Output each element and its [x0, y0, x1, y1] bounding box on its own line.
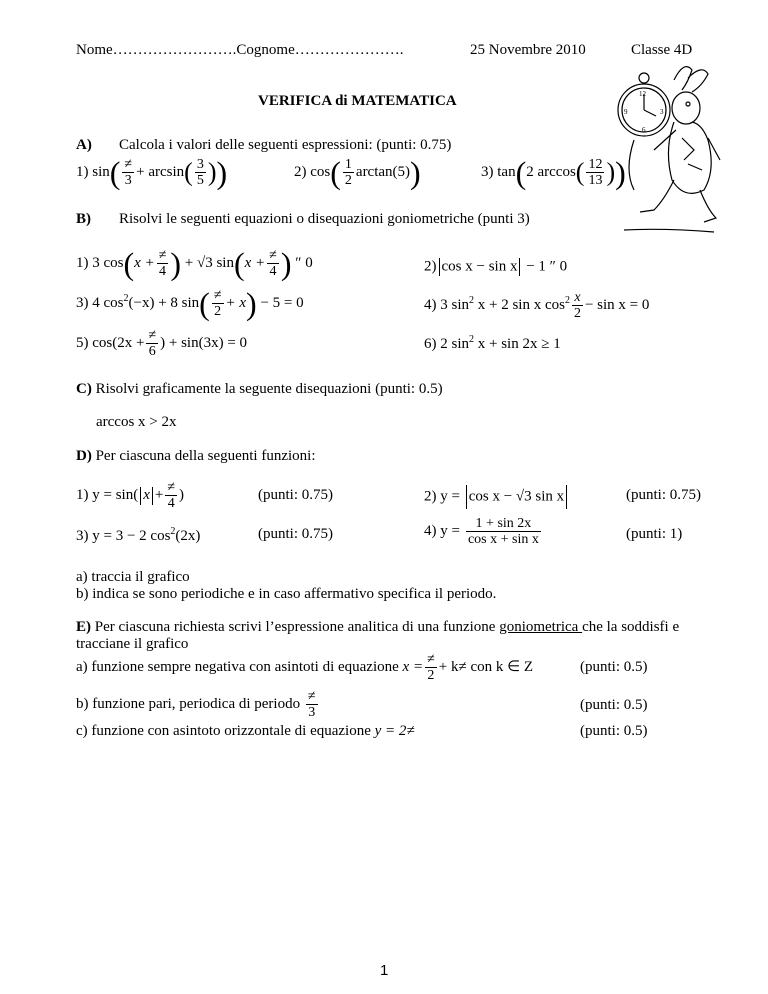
section-b-label: B)	[76, 211, 91, 227]
expr-a3: 3) tan(2 arccos( $\frac{12}{13}$ ))	[481, 154, 626, 191]
eq-b2: 2) cos x − sin x − 1 ″ 0	[424, 258, 568, 275]
section-e-item-b: b) funzione pari, periodica di periodo $\frac{\ne}{3}$	[76, 689, 316, 720]
func-d4: 4) y = $\frac{1 + \sin 2x}{\text{cos x + sin x}}$	[424, 516, 539, 547]
section-b-intro: Risolvi le seguenti equazioni o disequazioni goniometriche (punti 3)	[119, 211, 530, 227]
func-d2: 2) y = cos x − √3 sin x	[424, 485, 569, 509]
section-c: C) Risolvi graficamente la seguente disequazioni (punti: 0.5)	[76, 381, 443, 397]
white-rabbit-illustration	[604, 60, 724, 245]
page-title: VERIFICA di MATEMATICA	[258, 93, 457, 109]
section-d: D) Per ciascuna della seguenti funzioni:	[76, 448, 316, 464]
func-d2-points: (punti: 0.75)	[626, 487, 701, 503]
section-e-intro-2: tracciane il grafico	[76, 636, 189, 652]
page-number: 1	[380, 962, 389, 979]
section-e-item-a-points: (punti: 0.5)	[580, 659, 648, 675]
eq-b6: 6) 2 $\sin^2 x + \sin 2x \ge 1$	[424, 334, 561, 352]
section-a-intro: Calcola i valori delle seguenti espressioni: (punti: 0.75)	[119, 137, 452, 153]
section-e-item-a: a) funzione sempre negativa con asintoti di equazione x = $\frac{\ne}{2}$ + k≠ con k ∈ Z	[76, 652, 534, 683]
eq-b4: 4) 3 $\sin^2 x + 2$ sin x $\cos^2$ $\frac{x}{2}$ − sin x = 0	[424, 290, 650, 321]
expr-a1: 1) sin( $\frac{\ne}{3}$ + arcsin( $\frac{3}{5}$ ))	[76, 154, 228, 191]
section-a-label: A)	[76, 137, 92, 153]
section-d-task-a: a) traccia il grafico	[76, 569, 190, 585]
svg-text:12: 12	[639, 90, 646, 98]
func-d1: 1) y = sin( x + $\frac{\ne}{4}$ )	[76, 480, 185, 511]
expr-a2: 2) cos( $\frac{1}{2}$ arctan(5))	[294, 154, 421, 191]
section-e-item-c-points: (punti: 0.5)	[580, 723, 648, 739]
eq-b5: 5) cos(2x + $\frac{\ne}{6}$ ) + sin(3x) = 0	[76, 328, 248, 359]
section-d-task-b: b) indica se sono periodiche e in caso affermativo specifica il periodo.	[76, 586, 497, 602]
section-c-expr: arccos x > 2x	[96, 414, 177, 430]
section-e-item-b-points: (punti: 0.5)	[580, 697, 648, 713]
func-d3: 3) y = 3 − 2 $\cos^2(2x)$	[76, 526, 201, 544]
func-d4-points: (punti: 1)	[626, 526, 683, 542]
date: 25 Novembre 2010	[470, 42, 586, 58]
eq-b3: 3) 4 $\cos^2(-x) + 8$ sin( $\frac{\ne}{2}$ + x) − 5 = 0	[76, 285, 304, 322]
section-e-item-c: c) funzione con asintoto orizzontale di equazione y = 2≠	[76, 723, 415, 739]
svg-text:9: 9	[624, 108, 628, 116]
func-d3-points: (punti: 0.75)	[258, 526, 333, 542]
class-label: Classe 4D	[631, 42, 693, 58]
svg-text:3: 3	[660, 108, 664, 116]
eq-b1: 1) 3 cos(x + $\frac{\ne}{4}$ ) + √3 sin(x + $\frac{\ne}{4}$ ) ″ 0	[76, 245, 313, 282]
name-surname-line: Nome…………………….Cognome………………….	[76, 42, 404, 58]
section-e-intro-1: E) Per ciascuna richiesta scrivi l’espressione analitica di una funzione goniometrica che la soddisfi e	[76, 619, 680, 635]
func-d1-points: (punti: 0.75)	[258, 487, 333, 503]
svg-text:6: 6	[642, 126, 646, 134]
